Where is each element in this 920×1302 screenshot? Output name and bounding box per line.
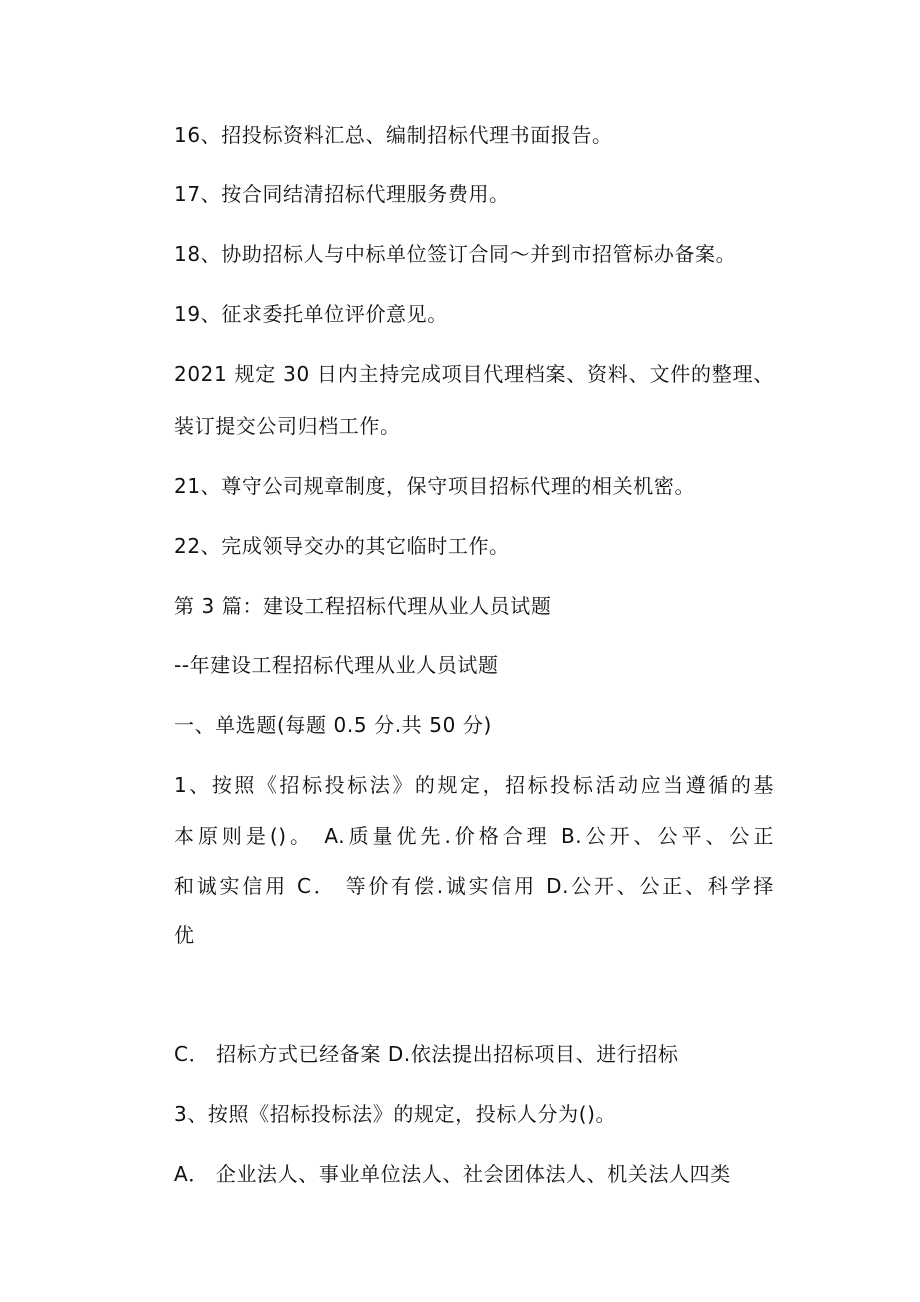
answer-option: A． 企业法人、事业单位法人、社会团体法人、机关法人四类 (174, 1162, 731, 1186)
text-line: 21、尊守公司规章制度，保守项目招标代理的相关机密。 (174, 474, 696, 498)
text-line: 22、完成领导交办的其它临时工作。 (174, 534, 510, 558)
text-line: 19、征求委托单位评价意见。 (174, 302, 448, 326)
section-heading: 第 3 篇：建设工程招标代理从业人员试题 (174, 594, 552, 618)
text-line: 2021 规定 30 日内主持完成项目代理档案、资料、文件的整理、 (174, 362, 774, 386)
question-text: 本原则是()。 A.质量优先.价格合理 B.公开、公平、公正 (174, 824, 774, 848)
text-line: 装订提交公司归档工作。 (174, 414, 401, 438)
question-section-title: 一、单选题(每题 0.5 分.共 50 分) (174, 713, 492, 737)
text-line: 18、协助招标人与中标单位签订合同～并到市招管标办备案。 (174, 242, 737, 266)
question-text: 和诚实信用 C． 等价有偿.诚实信用 D.公开、公正、科学择 (174, 874, 774, 898)
question-text: 1、按照《招标投标法》的规定，招标投标活动应当遵循的基 (174, 773, 774, 797)
section-subtitle: --年建设工程招标代理从业人员试题 (174, 653, 499, 677)
text-line: 17、按合同结清招标代理服务费用。 (174, 182, 510, 206)
question-text: 优 (174, 923, 195, 947)
answer-option: C． 招标方式已经备案 D.依法提出招标项目、进行招标 (174, 1042, 679, 1066)
text-line: 16、招投标资料汇总、编制招标代理书面报告。 (174, 123, 613, 147)
question-text: 3、按照《招标投标法》的规定，投标人分为()。 (174, 1102, 617, 1126)
